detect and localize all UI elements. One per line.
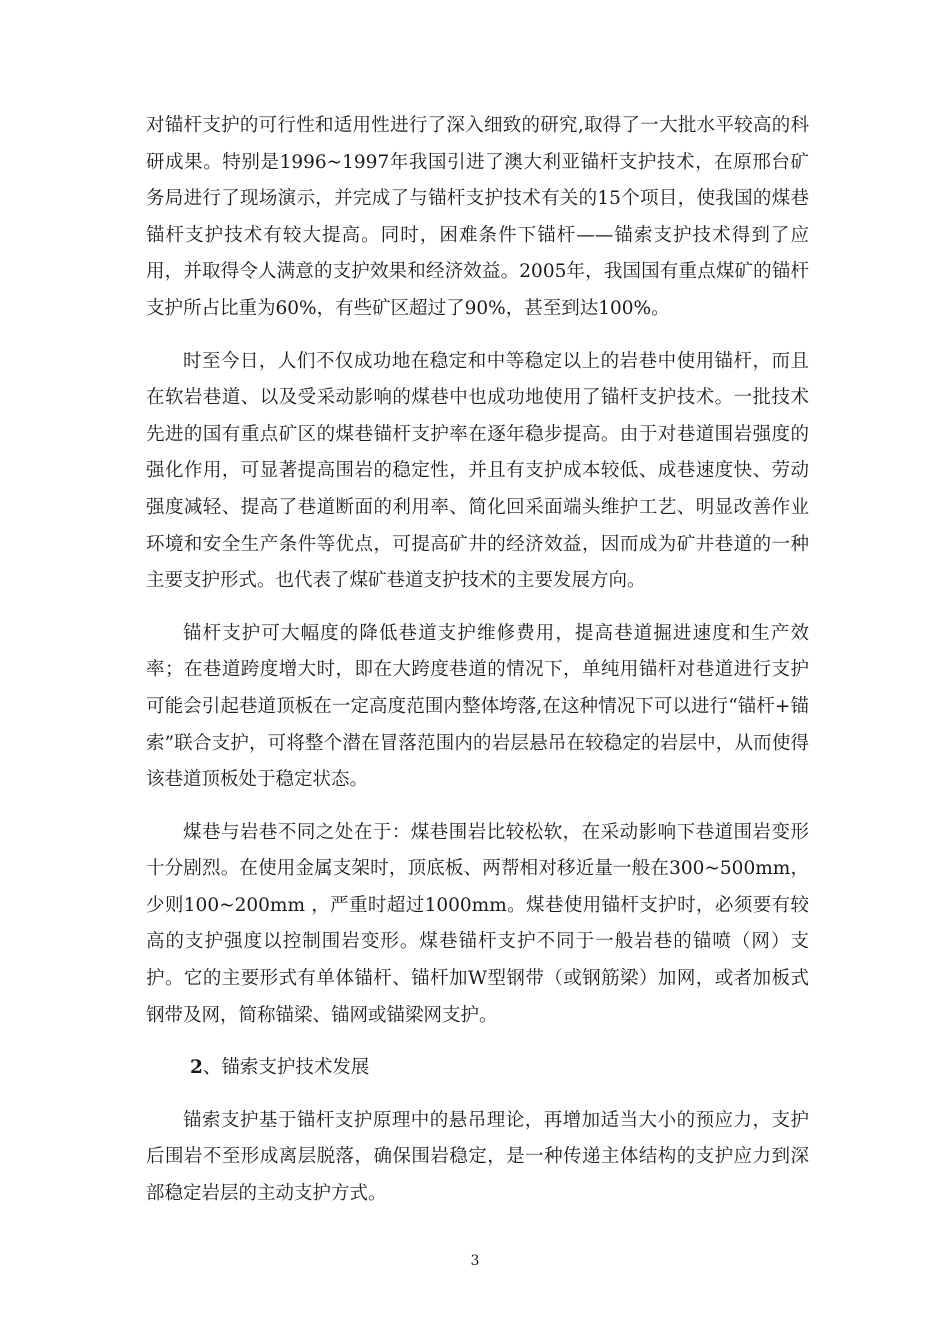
paragraph-1: 对锚杆支护的可行性和适用性进行了深入细致的研究,取得了一大批水平较高的科研成果。特别是1996~1997年我国引进了澳大利亚锚杆支护技术，在原邢台矿务局进行了现场演示，并完成了与锚杆支护技术有关的15个项目，使我国的煤巷锚杆支护技术有较大提高。同时，困难条件下锚杆——锚索支护技术得到了应用，并取得令人满意的支护效果和经济效益。2005年，我国国有重点煤矿的锚杆支护所占比重为60%，有些矿区超过了90%，甚至到达100%。 [146,115,809,319]
section-heading [146,1050,809,1087]
paragraph-spacer [146,600,809,616]
paragraph-2: 时至今日，人们不仅成功地在稳定和中等稳定以上的岩巷中使用锚杆，而且在软岩巷道、以及受采动影响的煤巷中也成功地使用了锚杆支护技术。一批技术先进的国有重点矿区的煤巷锚杆支护率在逐年稳步提高。由于对巷道围岩强度的强化作用，可显著提高围岩的稳定性，并且有支护成本较低、成巷速度快、劳动强度减轻、提高了巷道断面的利用率、简化回采面端头维护工艺、明显改善作业环境和安全生产条件等优点，可提高矿井的经济效益，因而成为矿井巷道的一种主要支护形式。也代表了煤矿巷道支护技术的主要发展方向。 [146,350,809,592]
paragraph-spacer [146,1034,809,1050]
paragraph-spacer [146,1087,809,1103]
section-heading-number: 2 [190,1057,203,1079]
page-number: 3 [470,1253,480,1269]
paragraph-5: 锚索支护基于锚杆支护原理中的悬吊理论，再增加适当大小的预应力，支护后围岩不至形成离层脱落，确保围岩稳定，是一种传递主体结构的支护应力到深部稳定岩层的主动支护方式。 [146,1109,809,1205]
paragraph-spacer [146,799,809,815]
paragraph-spacer [146,328,809,344]
paragraph-3: 锚杆支护可大幅度的降低巷道支护维修费用，提高巷道掘进速度和生产效率；在巷道跨度增大时，即在大跨度巷道的情况下，单纯用锚杆对巷道进行支护可能会引起巷道顶板在一定高度范围内整体垮落,在这种情况下可以进行“锚杆+锚索”联合支护，可将整个潜在冒落范围内的岩层悬吊在较稳定的岩层中，从而使得该巷道顶板处于稳定状态。 [146,622,809,791]
document-body [146,108,809,1213]
section-heading-title: 、锚索支护技术发展 [202,1057,370,1079]
paragraph-4: 煤巷与岩巷不同之处在于：煤巷围岩比较松软，在采动影响下巷道围岩变形十分剧烈。在使用金属支架时，顶底板、两帮相对移近量一般在300~500mm，少则100~200mm ，严重时超过1000mm。煤巷使用锚杆支护时，必须要有较高的支护强度以控制围岩变形。煤巷锚杆支护不同于一般岩巷的锚喷（网）支护。它的主要形式有单体锚杆、锚杆加W型钢带（或钢筋梁）加网，或者加板式钢带及网，简称锚梁、锚网或锚梁网支护。 [146,821,809,1026]
